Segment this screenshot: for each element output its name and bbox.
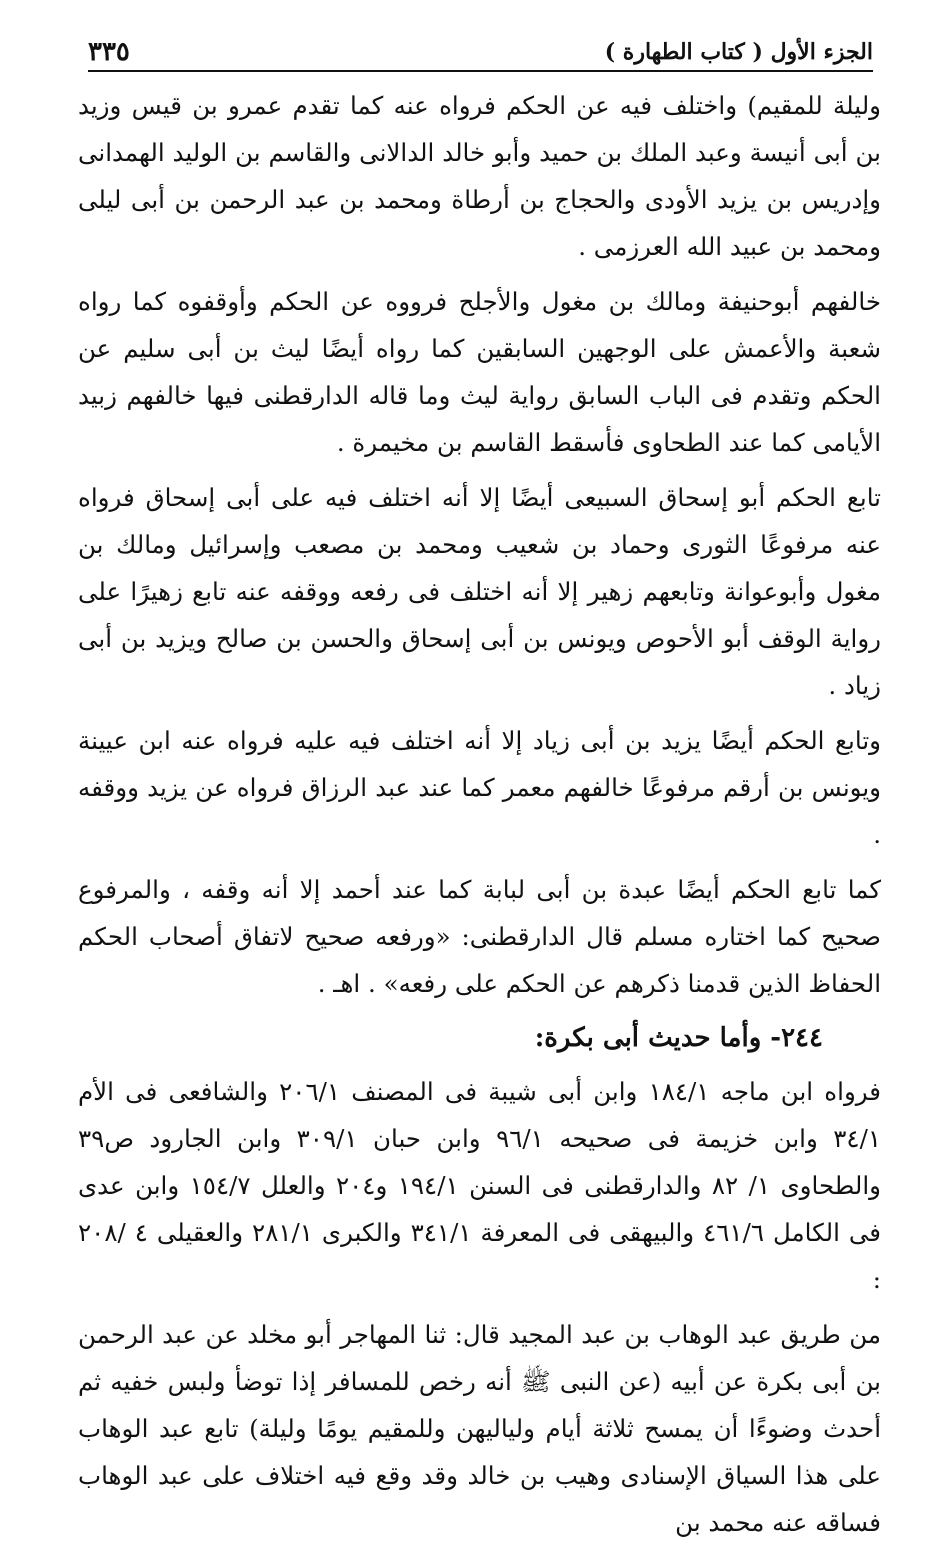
paragraph-5: كما تابع الحكم أيضًا عبدة بن أبى لبابة كما عند أحمد إلا أنه وقفه ، والمرفوع صحيح كما اختاره مسلم قال الدارقطنى: «ورفعه صحيح لاتفاق أصحاب الحكم الحفاظ الذين قدمنا ذكرهم عن الحكم على رفعه» . اهـ . xyxy=(78,875,881,998)
paragraph-3: تابع الحكم أبو إسحاق السبيعى أيضًا إلا أنه اختلف فيه على أبى إسحاق فرواه عنه مرفوعًا الثورى وحماد بن شعيب ومحمد بن مصعب وإسرائيل ومالك بن مغول وأبوعوانة وتابعهم زهير إلا أنه اختلف فى رفعه ووقفه عنه تابع زهيرًا على رواية الوقف أبو الأحوص ويونس بن أبى إسحاق والحسن بن صالح ويزيد بن أبى زياد . xyxy=(78,483,881,700)
page-body xyxy=(78,82,881,1554)
paragraph-7: من طريق عبد الوهاب بن عبد المجيد قال: ثنا المهاجر أبو مخلد عن عبد الرحمن بن أبى بكرة عن أبيه (عن النبى ﷺ أنه رخص للمسافر إذا توضأ ولبس خفيه ثم أحدث وضوءًا أن يمسح ثلاثة أيام ولياليهن وللمقيم يومًا وليلة) تابع عبد الوهاب على هذا السياق الإسنادى وهيب بن خالد وقد وقع فيه اختلاف على عبد الوهاب فساقه عنه محمد بن xyxy=(78,1320,881,1537)
page-number: ٣٣٥ xyxy=(88,37,130,67)
paragraph-4: وتابع الحكم أيضًا يزيد بن أبى زياد إلا أنه اختلف فيه عليه فرواه عنه ابن عيينة ويونس بن أرقم مرفوعًا خالفهم معمر كما عند عبد الرزاق فرواه عن يزيد ووقفه . xyxy=(78,726,881,849)
section-heading: ٢٤٤- وأما حديث أبى بكرة: xyxy=(534,1023,823,1053)
paragraph-1: وليلة للمقيم) واختلف فيه عن الحكم فرواه عنه كما تقدم عمرو بن قيس وزيد بن أبى أنيسة وعبد الملك بن حميد وأبو خالد الدالانى والقاسم بن الوليد الهمدانى وإدريس بن يزيد الأودى والحجاج بن أرطاة ومحمد بن عبد الرحمن بن أبى ليلى ومحمد بن عبيد الله العرزمى . xyxy=(78,91,881,261)
paragraph-6: فرواه ابن ماجه ١٨٤/١ وابن أبى شيبة فى المصنف ٢٠٦/١ والشافعى فى الأم ٣٤/١ وابن خزيمة فى صحيحه ٩٦/١ وابن حبان ٣٠٩/١ وابن الجارود ص٣٩ والطحاوى ١/ ٨٢ والدارقطنى فى السنن ١٩٤/١ و٢٠٤ والعلل ١٥٤/٧ وابن عدى فى الكامل ٤٦١/٦ والبيهقى فى المعرفة ٣٤١/١ والكبرى ٢٨١/١ والعقيلى ٤ /٢٠٨ : xyxy=(78,1077,882,1294)
running-title: الجزء الأول ( كتاب الطهارة ) xyxy=(604,39,873,65)
paragraph-2: خالفهم أبوحنيفة ومالك بن مغول والأجلح فرووه عن الحكم وأوقفوه كما رواه شعبة والأعمش على الوجهين السابقين كما رواه أيضًا ليث بن أبى سليم عن الحكم وتقدم فى الباب السابق رواية ليث وما قاله الدارقطنى فيها خالفهم زبيد الأيامى كما عند الطحاوى فأسقط القاسم بن مخيمرة . xyxy=(78,287,881,457)
page-header xyxy=(88,34,873,72)
